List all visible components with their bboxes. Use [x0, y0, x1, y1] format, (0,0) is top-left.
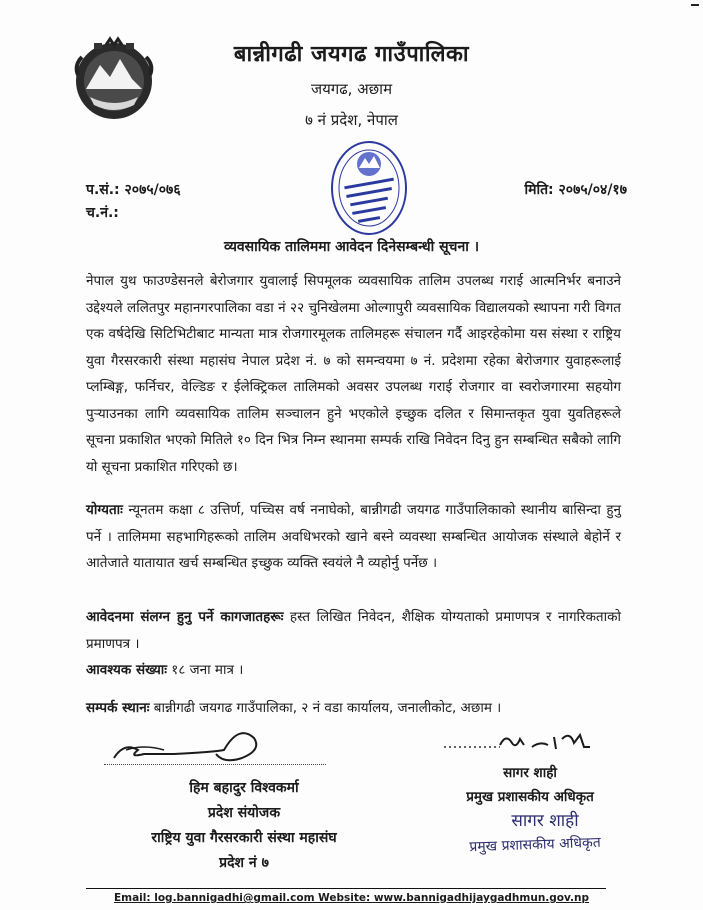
officer-name-stamp: [440, 808, 630, 854]
corner-mark: [691, 4, 699, 6]
count-paragraph: [86, 657, 621, 684]
left-signatory-name: हिम बहादुर विश्वकर्मा: [189, 780, 299, 796]
footer-divider: [86, 888, 606, 889]
municipality-location: जयगढ, अछाम: [310, 80, 393, 98]
dispatch-number: च.नं.:: [86, 205, 119, 221]
qualification-label: योग्यताः: [86, 502, 123, 518]
count-label: आवश्यक संख्याः: [86, 662, 168, 678]
left-signatory-role: प्रदेश संयोजक: [207, 805, 281, 821]
right-signatory-title: प्रमुख प्रशासकीय अधिकृत: [466, 789, 594, 805]
right-signature: [440, 725, 600, 755]
left-signature: [104, 720, 334, 770]
documents-text: हस्त लिखित निवेदन, शैक्षिक योग्यताको प्रमाणपत्र र नागरिकताको प्रमाणपत्र ।: [86, 609, 621, 652]
municipality-title: बान्नीगढी जयगढ गाउँपालिका: [233, 42, 470, 67]
qualification-text: न्यूनतम कक्षा ८ उत्तिर्ण, पच्चिस वर्ष ननाघेको, बान्नीगढी जयगढ गाउँपालिकाको स्थानीय बासिन्दा हुनु पर्ने । तालिममा सहभागिहरूको तालिम अवधिभरको खाने बस्ने व्यवस्था सम्बन्धित आयोजक संस्थाले बेहोर्ने र आतेजाते यातायात खर्च सम्बन्धित इच्छुक व्यक्ति स्वयंले नै व्यहोर्नु पर्नेछ ।: [86, 502, 621, 571]
letter-date: मिति: २०७५/०४/१७: [524, 182, 627, 198]
municipality-province: ७ नं प्रदेश, नेपाल: [305, 111, 398, 129]
footer-contact: Email: log.bannigadhi@gmail.com Website: www.bannigadhijaygadhmun.gov.np: [113, 892, 589, 904]
contact-paragraph: [86, 695, 621, 722]
left-signatory-org: राष्ट्रिय युवा गैरसरकारी संस्था महासंघ: [151, 830, 337, 846]
contact-text: बान्नीगढी जयगढ गाउँपालिका, २ नं वडा कार्यालय, जनालीकोट, अछाम ।: [149, 700, 502, 716]
left-signature-line: [104, 764, 326, 765]
contact-label: सम्पर्क स्थानः: [86, 700, 150, 716]
municipality-stamp: [330, 138, 408, 238]
notice-subject: व्यवसायिक तालिममा आवेदन दिनेसम्बन्धी सूचना ।: [223, 239, 480, 255]
qualification-paragraph: [86, 497, 621, 577]
right-signatory-name: सागर शाही: [503, 765, 557, 781]
stamp-officer-name: सागर शाही: [511, 811, 579, 831]
documents-paragraph: [86, 604, 621, 657]
stamp-officer-title: प्रमुख प्रशासकीय अधिकृत: [469, 834, 601, 856]
left-signatory-province: प्रदेश नं ७: [219, 855, 269, 871]
reference-number: प.सं.: २०७५/०७६: [86, 182, 181, 198]
left-signatory: [86, 776, 402, 876]
documents-label: आवेदनमा संलग्न हुनु पर्ने कागजातहरूः: [86, 609, 284, 625]
notice-main-paragraph: नेपाल युथ फाउण्डेसनले बेरोजगार युवालाई सिपमूलक व्यवसायिक तालिम उपलब्ध गराई आत्मनिर्भर बनाउने उद्देश्यले ललितपुर महानगरपालिका वडा नं २२ चुनिखेलमा ओल्गापुरी व्यवसायिक विद्यालयको स्थापना गरी विगत एक वर्षदेखि सिटिभिटीबाट मान्यता मात्र रोजगारमूलक तालिमहरू संचालन गर्दै आइरहेकोमा यस संस्था र राष्ट्रिय युवा गैरसरकारी संस्था महासंघ नेपाल प्रदेश नं. ७ को समन्वयमा ७ नं. प्रदेशमा रहेका बेरोजगार युवाहरूलाई प्लम्बिङ्ग, फर्निचर, वेल्डिङ र ईलेक्ट्रिकल तालिमको अवसर उपलब्ध गराई रोजगार वा स्वरोजगारमा सहयोग पुऱ्याउनका लागि व्यवसायिक तालिम सञ्चालन हुने भएकोले इच्छुक दलित र सिमान्तकृत युवा युवतिहरूले सूचना प्रकाशित भएको मितिले १० दिन भित्र निम्न स्थानमा सम्पर्क राखि निवेदन दिनु हुन सम्बन्धित सबैको लागि यो सूचना प्रकाशित गरिएको छ।: [86, 273, 621, 475]
count-text: १८ जना मात्र ।: [167, 662, 244, 678]
